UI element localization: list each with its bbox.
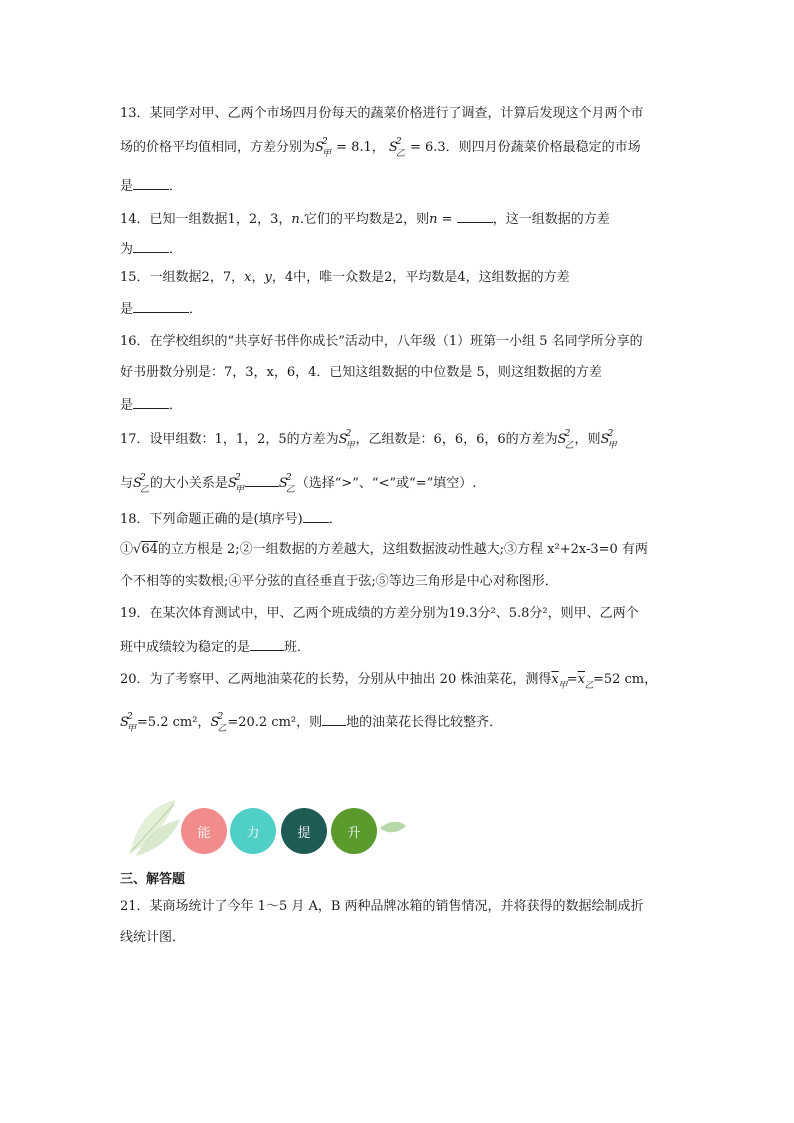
banner-circle: 提	[281, 808, 327, 854]
section-title: 三、解答题	[120, 872, 186, 887]
q15-line1: 15．一组数据2，7，x，y，4中，唯一众数是2，平均数是4，这组数据的方差	[120, 270, 570, 285]
q21-line2: 线统计图．	[120, 930, 186, 945]
variance-jia: S 2 甲	[120, 712, 137, 734]
variance-jia: S 2 甲	[600, 429, 617, 451]
banner-circle: 能	[181, 808, 227, 854]
q13-jia-value: = 8.1，	[331, 140, 385, 155]
answer-blank[interactable]	[133, 298, 189, 313]
q14-line1: 14．已知一组数据1，2，3，n.它们的平均数是2，则n = ，这一组数据的方差	[120, 208, 610, 230]
q13-yi-value: = 6.3．则四月份蔬菜价格最稳定的市场	[405, 140, 641, 155]
variance-jia: S 2 甲	[315, 137, 332, 159]
q18-line2: ①√64的立方根是 2;②一组数据的方差越大，这组数据波动性越大;③方程 x²+2x-3=0 有两	[120, 542, 648, 557]
q16-line2: 好书册数分别是：7，3，x，6，4．已知这组数据的中位数是 5，则这组数据的方差	[120, 365, 602, 380]
q20-line1: 20．为了考察甲、乙两地油菜花的长势，分别从中抽出 20 株油菜花，测得$\overline{x}$ 甲 $=\overline{x}$ 乙 =52 cm，	[120, 672, 658, 691]
mean-yi: $\overline{x}$ 乙	[577, 672, 594, 691]
q18-line1: 18．下列命题正确的是(填序号) ．	[120, 508, 342, 530]
variance-jia: S 2 甲	[227, 473, 244, 495]
answer-blank[interactable]	[303, 508, 329, 523]
q20-line2: S 2 甲 =5.2 cm²，S 2 乙 =20.2 cm²，则 地的油菜花长得比较整齐．	[120, 712, 503, 734]
q16-line3: 是 ．	[120, 394, 182, 416]
q13-line1: 13．某同学对甲、乙两个市场四月份每天的蔬菜价格进行了调查，计算后发现这个月两个市	[120, 106, 644, 121]
answer-blank[interactable]	[133, 394, 169, 409]
q17-line1: 17．设甲组数：1，1，2，5的方差为S 2 甲 ，乙组数是：6，6，6，6的方差为S 2 乙 ，则S 2 甲	[120, 429, 617, 451]
answer-blank[interactable]	[245, 472, 279, 487]
q13-line2	[120, 138, 641, 158]
variance-yi: S 2 乙	[388, 137, 405, 159]
q19-line1: 19．在某次体育测试中，甲、乙两个班成绩的方差分别为19.3分²、5.8分²，则甲、乙两个	[120, 606, 639, 621]
answer-blank[interactable]	[457, 208, 493, 223]
variance-jia: S 2 甲	[338, 429, 355, 451]
mean-jia: $\overline{x}$ 甲	[551, 672, 568, 691]
answer-blank[interactable]	[250, 636, 284, 651]
answer-blank[interactable]	[322, 711, 346, 726]
variance-yi: S 2 乙	[133, 473, 150, 495]
q14-line2: 为 ．	[120, 238, 182, 260]
radical-icon: √	[133, 542, 142, 557]
banner-circle: 升	[331, 808, 377, 854]
q21-line1: 21．某商场统计了今年 1～5 月 A，B 两种品牌冰箱的销售情况，并将获得的数据绘制成折	[120, 899, 644, 914]
variance-yi: S 2 乙	[210, 712, 227, 734]
q15-line2: 是 ．	[120, 298, 202, 320]
variance-yi: S 2 乙	[278, 473, 295, 495]
q13-text: 场的价格平均值相同，方差分别为	[120, 140, 316, 155]
q18-line3: 个不相等的实数根;④平分弦的直径垂直于弦;⑤等边三角形是中心对称图形．	[120, 574, 558, 589]
q16-line1: 16．在学校组织的“共享好书伴你成长”活动中，八年级（1）班第一小组 5 名同学所分享的	[120, 334, 643, 349]
answer-blank[interactable]	[133, 175, 169, 190]
banner-circle: 力	[230, 808, 276, 854]
variance-yi: S 2 乙	[557, 429, 574, 451]
q13-line3: 是 ．	[120, 175, 182, 197]
q19-line2: 班中成绩较为稳定的是 班．	[120, 636, 310, 658]
answer-blank[interactable]	[133, 238, 169, 253]
q17-line2: 与S 2 乙 的大小关系是S 2 甲 S 2 乙 （选择“>”、“<”或“=”填空）.	[120, 473, 477, 495]
